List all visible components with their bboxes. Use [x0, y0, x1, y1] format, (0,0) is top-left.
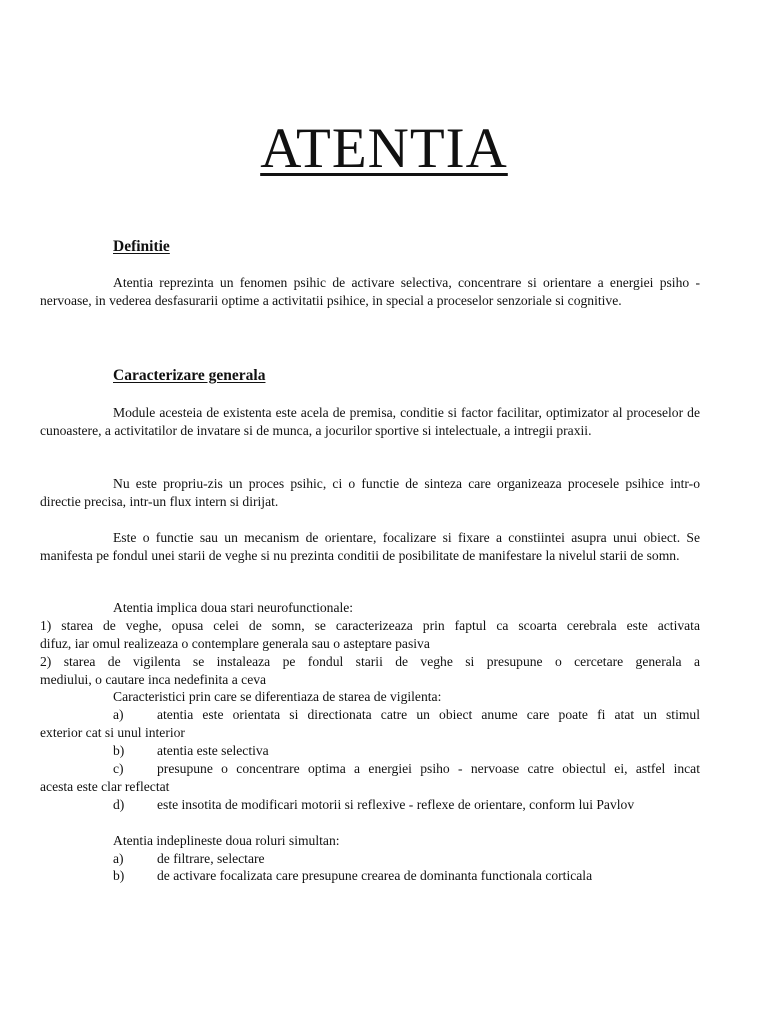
paragraph-mecanism-orientare: Este o functie sau un mecanism de orientare, focalizare si fixare a constiintei asupra unui obiect. Se manifesta pe fondul unei starii de veghe si nu prezinta conditii de posibilitate de manifestare la nivelul starii de somn.	[40, 530, 700, 563]
heading-definitie: Definitie	[113, 238, 170, 255]
stare-veghe-line2: difuz, iar omul realizeaza o contemplare generala sau o asteptare pasiva	[40, 636, 430, 651]
stari-intro: Atentia implica doua stari neurofunctionale:	[113, 600, 354, 615]
list-item: d) este insotita de modificari motorii si reflexive - reflexe de orientare, conform lui Pavlov	[113, 797, 635, 812]
list-item: c) presupune o concentrare optima a energiei psiho - nervoase catre obiectul ei, astfel incat	[113, 761, 700, 776]
list-item: b) de activare focalizata care presupune crearea de dominanta functionala corticala	[113, 868, 593, 883]
list-item: a) de filtrare, selectare	[113, 851, 265, 866]
list-item: a) atentia este orientata si directionata catre un obiect anume care poate fi atat un stimul	[113, 707, 700, 722]
stare-vigilenta-line1: 2) starea de vigilenta se instaleaza pe fondul starii de veghe si presupune o cercetare generala a	[40, 654, 700, 669]
stare-veghe-line1: 1) starea de veghe, opusa celei de somn, se caracterizeaza prin faptul ca scoarta cerebrala este activata	[40, 618, 700, 633]
document-title	[0, 116, 768, 181]
heading-caracterizare: Caracterizare generala	[113, 367, 266, 384]
list-item-continuation: exterior cat si unul interior	[40, 725, 185, 740]
paragraph-functie-sinteza: Nu este propriu-zis un proces psihic, ci o functie de sinteza care organizeaza procesele psihice intr-o directie precisa, intr-un flux intern si dirijat.	[40, 476, 700, 509]
paragraph-definitie: Atentia reprezinta un fenomen psihic de activare selectiva, concentrare si orientare a energiei psiho - nervoase, in vederea desfasurarii optime a activitatii psihice, in special a proceselor senzoriale si cognitive.	[40, 275, 700, 308]
paragraph-premisa: Module acesteia de existenta este acela de premisa, conditie si factor facilitar, optimizator al proceselor de cunoastere, a activitatilor de invatare si de munca, a jocurilor sportive si intelectuale, a intregii praxii.	[40, 405, 700, 438]
roluri-intro: Atentia indeplineste doua roluri simultan:	[113, 833, 340, 848]
stare-vigilenta-line2: mediului, o cautare inca nedefinita a ceva	[40, 672, 267, 687]
title-text: ATENTIA	[260, 117, 508, 180]
list-item-continuation: acesta este clar reflectat	[40, 779, 170, 794]
caracteristici-intro: Caracteristici prin care se diferentiaza de starea de vigilenta:	[113, 689, 442, 704]
list-item: b) atentia este selectiva	[113, 743, 269, 758]
